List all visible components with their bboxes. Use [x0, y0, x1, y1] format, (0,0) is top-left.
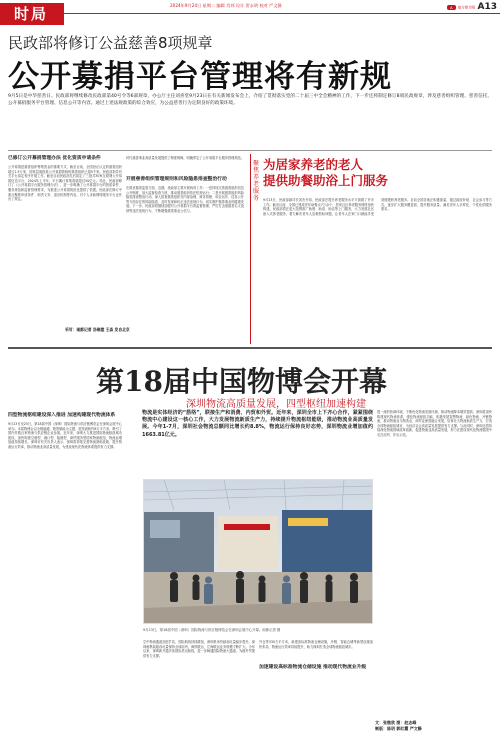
side-body: 9月23日，民政部副司长刘杰介绍，民政部在提升养老服务水平方面做了许多工作。截至目前，全国已建成老年助餐点7万余个，居家社区养老服务网络加快构建。民政部将在更大范围推广助餐、助浴、助洁等上门服务，大力发展社区嵌入式养老服务，着力解决老年人急难愁盼问题，让老年人在家门口就能享受到便捷的养老服务。目前全国各地正积极探索，通过政府补贴、社会参与等方式，逐步扩大服务覆盖面，提升服务质量，满足老年人多样化、个性化的服务需求。	[263, 198, 492, 216]
expo-right-body: 提一流的营商环境，不断优化物流发展环境，推动物流降本增效提质。深圳将加快构建现代物流体系，强化物流枢纽功能，积极发展智慧物流、绿色物流、冷链物流，推动物流业与制造业、商贸业深度融合发展，培育壮大物流新质生产力，打造全球物流枢纽城市，为经济社会高质量发展提供有力支撑。与此同时，深圳还将持续深化物流领域改革创新，促进物流业高质量发展，努力在建设现代化物流强国中走在前列、作出示范。	[377, 410, 492, 437]
mid-subhead: 开展慈善组织管理规则和风险隐患排查整治行动	[126, 177, 227, 182]
expo-col-d-body: 外仓等330万平方米，新建高标准物流仓储设施，冷链、智能仓储等新型设施加快布局，物流运行效率持续提升，助力深圳打造全球物流枢纽城市。	[259, 640, 373, 649]
side-headline	[263, 157, 388, 189]
divider	[8, 150, 492, 151]
main-headline: 公开募捐平台管理将有新规	[8, 59, 392, 95]
editor-line-2: 制版：陈玥 郭红霞 严文静	[375, 726, 422, 731]
expo-left-subhead: 四型物流枢纽建设深入推进 加速构建现代物流体系	[8, 413, 116, 418]
byline: 采写：南都记者 汤维建 王森 发自北京	[65, 327, 130, 332]
left-body: 公开募捐是慈善组织筹集资金的重要方式，截至目前，全国登记认定的慈善组织超过1.5万家，国家层面批准公开募捐资格的慈善组织已超5千家。民政部指导有关平台拟定有序开展工作，截至目前民政部先后指定了三批共30家互联网公开募捐信息平台，2024年上半年，平台累计募集善款超过50亿元。对此，民政部修订了《公开募捐平台服务管理办法》，进一步明确了公开募捐平台的资质条件、服务规范和监督管理要求，为推进公开募捐规范化提供了依据。民政部在修订中重点聚焦申请条件、职责义务、退出机制等内容，对个人求助网络服务平台也作出了规定。	[8, 165, 122, 202]
expo-quote: 物流是实体经济的“筋络”，联接生产和消费、内贸和外贸。近年来，深圳全市上下齐心合作，紧紧围绕物流中心建设这一核心工作，大力发展物流新质生产力，持续提升物流枢纽能级，推动物流业高质量发展。今年1-7月，深圳社会物流总额同比增长约8.8%，物流运行保持良好态势，深圳物流业增加值约1663.81亿元。	[142, 410, 373, 438]
left-subhead: 已修订公开募捐管理办法 优化资质申请条件	[8, 156, 101, 161]
expo-left-body: 9月23日至25日，第18届中国（深圳）国际物流与供应链博览会在深圳会展中心举办。本届物博会以全链融通、数智赋能为主题，展览面积约6万平方米，吸引了国内外数百家物流与供应链企业参展。近年来，深圳大力推进国际物流枢纽城市建设，加快构建空港型、港口型、陆港型、商贸服务型国家物流枢纽，物流业增加值持续增长。深圳市有关负责人表示，深圳将持续完善物流基础设施，提升物流运行效率，推动物流业高质量发展，为建设现代化物流体系提供有力支撑。	[8, 422, 122, 449]
expo-col-d-subhead: 加速建设高标准物流仓储设施 推动现代物流业升级	[259, 665, 367, 670]
side-headline-line1: 为居家养老的老人	[263, 157, 364, 172]
vertical-label: 聚焦养老服务	[252, 160, 259, 202]
expo-col-d	[259, 640, 373, 671]
editor-credits	[375, 720, 493, 732]
photo-caption: 9月23日，第18届中国（深圳）国际物流与供应链博览会在深圳会展中心开幕。南都记者 摄	[143, 628, 281, 632]
kicker: 民政部将修订公益慈善8项规章	[8, 34, 213, 52]
mid-column	[126, 156, 244, 326]
dateline: 2024年9月24日 星期二 编辑 肖邦 设计 贺永明 校对 严文静	[170, 3, 282, 8]
lead-paragraph: 9月5日是中华慈善日。民政部将继续修改民政部第40号令等6部规章，办公厅主任刘喜堂9月23日在有关新闻发布会上，介绍了贯彻落实党的二十届三中全会精神的工作，下一步还将制定修订8项民政规章，涉及慈善组织管理、慈善信托、公开募捐服务平台管理、信息公开等内容。通过上述法规政策的综合效应，为公益慈善行为定制良好的政策环境。	[8, 94, 492, 107]
page-number: A13	[477, 2, 497, 12]
page-number-box	[447, 2, 497, 12]
mid-body-b: 在做优慈善监管方面，近期，民政部主要开展两项工作：一是持续完善慈善组织信息公开制度，加大监督检查力度，推动慈善组织依法依规运行；二是开展慈善组织风险隐患排查整治行动，深入排查慈善组织在内部治理、财务管理、项目运作、信息公开等方面存在的风险隐患，及时发现和纠正违法违规行为，切实维护慈善事业的健康发展。下一步，民政部将继续加强对公开募捐平台的监督管理，严厉打击借慈善名义敛财等违法违规行为，不断增强慈善事业公信力。	[126, 186, 244, 213]
expo-left-column	[8, 413, 122, 737]
expo-col-c-body: 空中物流通道加密扩容，国际航线持续增加，深圳机场货邮吞吐量稳步提升。深圳港集装箱吞吐量保持全球前列，海铁联运、江海联运业务规模不断扩大。今年以来，深圳新开通多条国际货运航线，进一步畅通国际物流大通道，为稳外贸提供有力支撑。	[143, 640, 255, 658]
page-tag-label: 南方都市报	[457, 5, 476, 10]
page-header	[0, 0, 500, 27]
header-rule	[64, 13, 500, 14]
section-badge: 时局	[0, 3, 64, 25]
page-tag: A	[447, 5, 456, 10]
expo-subtitle: 深圳物流高质量发展，四型枢纽加速构建	[186, 399, 366, 410]
expo-photo	[143, 479, 373, 624]
expo-photo-illustration	[144, 480, 373, 624]
left-column	[8, 156, 122, 315]
section-divider	[8, 347, 492, 349]
expo-title: 第18届中国物博会开幕	[96, 365, 387, 398]
side-headline-line2: 提供助餐助浴上门服务	[263, 173, 389, 188]
mid-body-a: 时代慈善事业高质量发展提供了制度保障，明确界定了公开募捐平台服务管理规范。	[126, 156, 244, 160]
editor-line-1: 文：张楷欣 图：赵志峰	[375, 720, 417, 725]
